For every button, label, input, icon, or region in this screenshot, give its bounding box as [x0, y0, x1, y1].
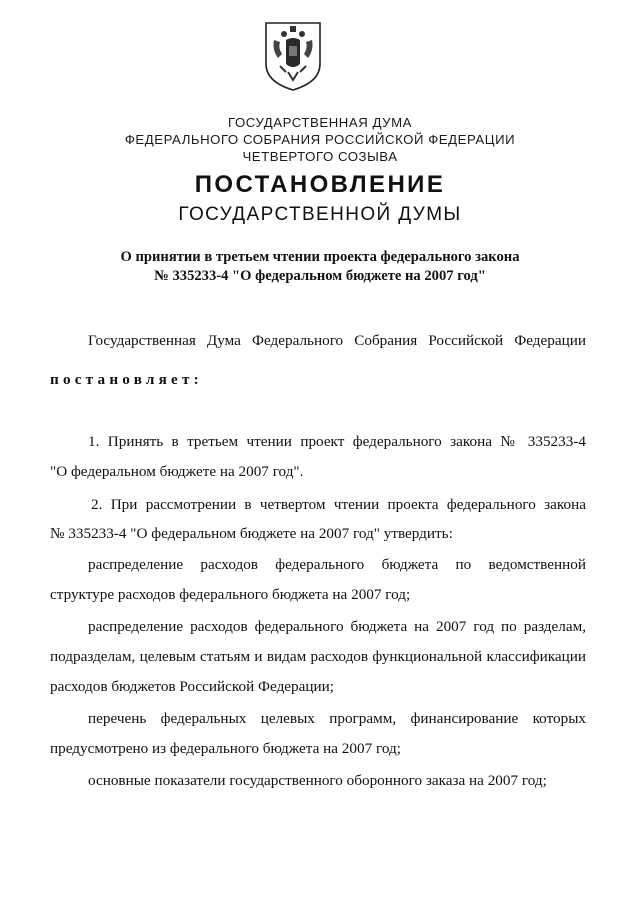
- document-subtitle: ГОСУДАРСТВЕННОЙ ДУМЫ: [178, 204, 462, 225]
- subject-line-2: № 335233-4 "О федеральном бюджете на 2007 год": [154, 268, 486, 284]
- item-2-line-1: 2. При рассмотрении в четвертом чтении проекта федерального закона: [91, 496, 586, 513]
- subject-line-1: О принятии в третьем чтении проекта федерального закона: [120, 249, 520, 265]
- sub-item-1-line-2: структуре расходов федерального бюджета на 2007 год;: [50, 586, 411, 603]
- issuer-header: [0, 114, 640, 165]
- sub-item-2-line-1: распределение расходов федерального бюджета на 2007 год по разделам,: [88, 618, 586, 635]
- header-line-3: ЧЕТВЕРТОГО СОЗЫВА: [242, 149, 398, 164]
- item-2-line-2: № 335233-4 "О федеральном бюджете на 2007 год" утвердить:: [50, 525, 453, 542]
- document-subject: [0, 248, 640, 286]
- header-line-2: ФЕДЕРАЛЬНОГО СОБРАНИЯ РОССИЙСКОЙ ФЕДЕРАЦИИ: [124, 132, 516, 147]
- item-1-line-2: "О федеральном бюджете на 2007 год".: [50, 463, 304, 480]
- document-title: ПОСТАНОВЛЕНИЕ: [194, 171, 446, 198]
- item-1-line-1: 1. Принять в третьем чтении проект федерального закона № 335233-4: [88, 433, 586, 450]
- decides-text: постановляет:: [50, 371, 203, 388]
- sub-item-3-line-2: предусмотрено из федерального бюджета на 2007 год;: [50, 740, 401, 757]
- header-line-1: ГОСУДАРСТВЕННАЯ ДУМА: [228, 115, 412, 130]
- preamble-text: Государственная Дума Федерального Собрания Российской Федерации: [88, 332, 586, 349]
- sub-item-3-line-1: перечень федеральных целевых программ, финансирование которых: [88, 710, 586, 727]
- sub-item-2-line-2: подразделам, целевым статьям и видам расходов функциональной классификации: [50, 648, 586, 665]
- sub-item-4-line-1: основные показатели государственного оборонного заказа на 2007 год;: [88, 772, 547, 789]
- sub-item-1-line-1: распределение расходов федерального бюджета по ведомственной: [88, 556, 586, 573]
- coat-of-arms-emblem: [262, 20, 324, 92]
- double-headed-eagle-icon: [262, 20, 324, 92]
- sub-item-2-line-3: расходов бюджетов Российской Федерации;: [50, 678, 334, 695]
